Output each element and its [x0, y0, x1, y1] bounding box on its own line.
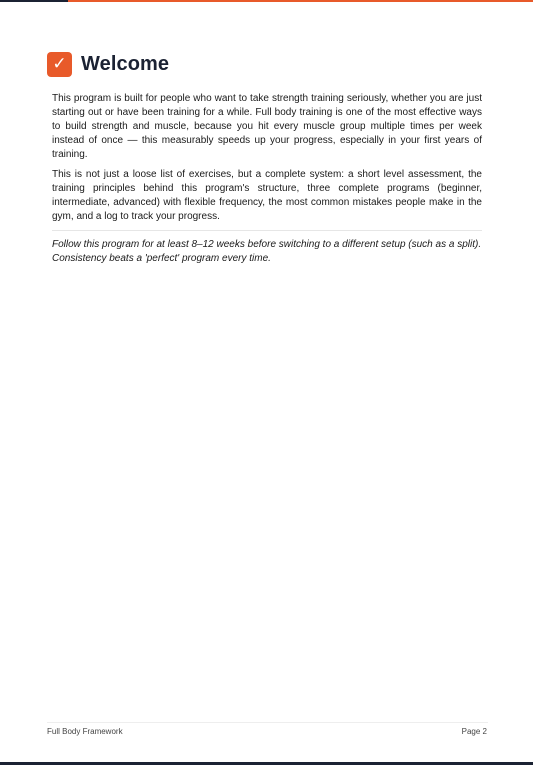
- divider: [52, 230, 482, 231]
- intro-paragraph-1: This program is built for people who want to take strength training seriously, whether you are just starting out or have been training for a while. Full body training is one of the most effective ways to build strength and muscle, because you hit every muscle group multiple times per week instead of once — this measurably speeds up your progress, especially in your first years of training.: [52, 93, 482, 160]
- main-content: [52, 92, 482, 266]
- consistency-note: Follow this program for at least 8–12 weeks before switching to a different setup (such as a split). Consistency beats a 'perfect' program every time.: [52, 239, 482, 264]
- footer-divider: [47, 722, 488, 723]
- checkmark-icon: ✓: [47, 52, 72, 77]
- section-header: [47, 52, 169, 77]
- page-title: Welcome: [81, 53, 170, 75]
- footer-page-number: Page 2: [461, 727, 487, 736]
- intro-paragraph-2: This is not just a loose list of exercises, but a complete system: a short level assessment, the training principles behind this program's structure, three complete programs (beginner, intermediate, advanced) with flexible frequency, the most common mistakes people make in the gym, and a log to track your progress.: [52, 169, 482, 222]
- footer-document-title: Full Body Framework: [47, 727, 123, 736]
- top-accent-bar: [0, 0, 533, 2]
- top-dark-bar: [0, 0, 68, 2]
